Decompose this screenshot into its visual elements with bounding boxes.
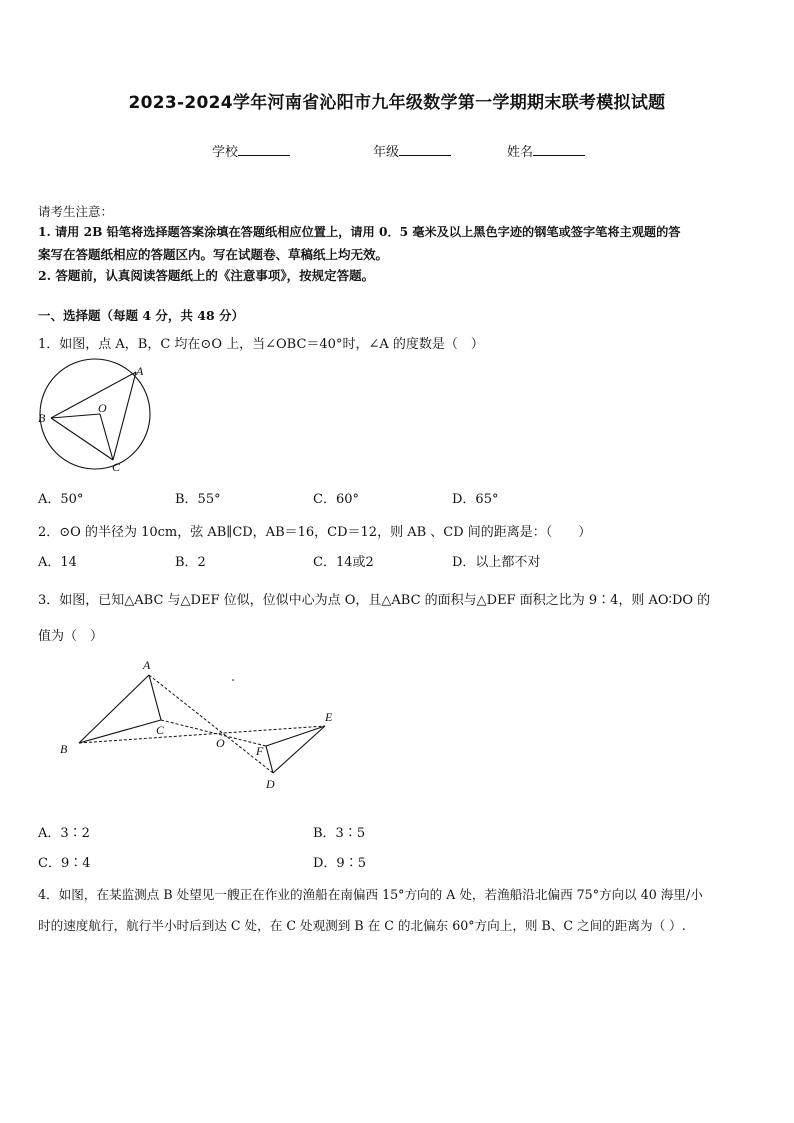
q2-option-b[interactable]: B．2	[175, 555, 206, 570]
grade-blank	[399, 143, 451, 156]
q3-label-a: A	[143, 658, 151, 672]
q3-label-e: E	[325, 710, 333, 724]
name-blank	[533, 143, 585, 156]
notice-line-1a: 1. 请用 2B 铅笔将选择题答案涂填在答题纸相应位置上，请用 0．5 毫米及以上黑色字迹的钢笔或签字笔将主观题的答	[38, 225, 681, 239]
school-blank	[238, 143, 290, 156]
q2-option-a[interactable]: A．14	[38, 555, 77, 570]
q3-label-b: B	[60, 742, 68, 756]
q4-text-line-1: 4．如图，在某监测点 B 处望见一艘正在作业的渔船在南偏西 15°方向的 A 处，若渔船沿北偏西 75°方向以 40 海里/小	[38, 887, 703, 902]
notice-line-2: 2. 答题前，认真阅读答题纸上的《注意事项》，按规定答题。	[38, 268, 375, 283]
notice-heading: 请考生注意：	[38, 204, 114, 219]
q3-option-d[interactable]: D．9∶5	[313, 856, 366, 871]
q1-segment-ba	[51, 372, 136, 418]
q1-label-a: A	[136, 364, 144, 378]
grade-label: 年级	[373, 145, 400, 160]
q1-label-c: C	[112, 460, 121, 474]
q1-text: 1．如图，点 A，B，C 均在⊙O 上，当∠OBC＝40°时，∠A 的度数是（ ）	[38, 337, 484, 352]
q3-option-c[interactable]: C．9∶4	[38, 856, 91, 871]
page-title: 2023-2024学年河南省沁阳市九年级数学第一学期期末联考模拟试题	[128, 93, 666, 113]
q2-option-d[interactable]: D．以上都不对	[452, 555, 541, 570]
q3-label-d: D	[266, 777, 275, 791]
q1-option-a[interactable]: A．50°	[38, 492, 84, 507]
name-label: 姓名	[507, 145, 534, 160]
q3-label-f: F	[256, 744, 264, 758]
q4-text-line-2: 时的速度航行，航行半小时后到达 C 处，在 C 处观测到 B 在 C 的北偏东 60°方向上，则 B、C 之间的距离为（ ）.	[38, 918, 686, 933]
q3-text-line-2: 值为（ ）	[38, 629, 104, 644]
q3-dashed-cf	[161, 720, 266, 746]
section-heading: 一、选择题（每题 4 分，共 48 分）	[38, 308, 245, 323]
q3-dashed-be	[79, 726, 325, 743]
q3-segment-de	[273, 726, 325, 773]
q1-option-d[interactable]: D．65°	[452, 492, 499, 507]
q3-segment-ac	[149, 675, 161, 720]
school-label: 学校	[212, 145, 239, 160]
name-field	[507, 141, 585, 160]
q1-label-b: B	[38, 411, 46, 425]
q2-option-c[interactable]: C．14或2	[313, 555, 374, 570]
q2-text: 2．⊙O 的半径为 10cm，弦 AB∥CD，AB＝16，CD＝12，则 AB 、CD 间的距离是：（ ）	[38, 525, 592, 540]
q3-option-b[interactable]: B．3∶5	[313, 826, 366, 841]
q3-option-a[interactable]: A．3∶2	[38, 826, 90, 841]
q1-segment-bc	[51, 418, 113, 460]
q1-label-o: O	[98, 401, 107, 415]
grade-field	[373, 141, 451, 160]
q1-option-b[interactable]: B．55°	[175, 492, 221, 507]
q3-label-o: O	[216, 736, 225, 750]
q3-stray-dot	[232, 679, 234, 681]
q3-segment-fd	[266, 746, 273, 773]
q3-text-line-1: 3．如图，已知△ABC 与△DEF 位似，位似中心为点 O，且△ABC 的面积与△DEF 面积之比为 9∶4，则 AO∶DO 的	[38, 593, 711, 608]
school-field	[212, 141, 290, 160]
q3-dashed-ad	[149, 675, 273, 773]
q1-circle-figure	[34, 358, 158, 476]
q3-label-c: C	[156, 723, 165, 737]
q3-homothety-figure	[55, 655, 345, 795]
q1-segment-ac	[113, 372, 136, 460]
q1-option-c[interactable]: C．60°	[313, 492, 359, 507]
notice-line-1b: 案写在答题纸相应的答题区内。写在试题卷、草稿纸上均无效。	[38, 247, 389, 262]
